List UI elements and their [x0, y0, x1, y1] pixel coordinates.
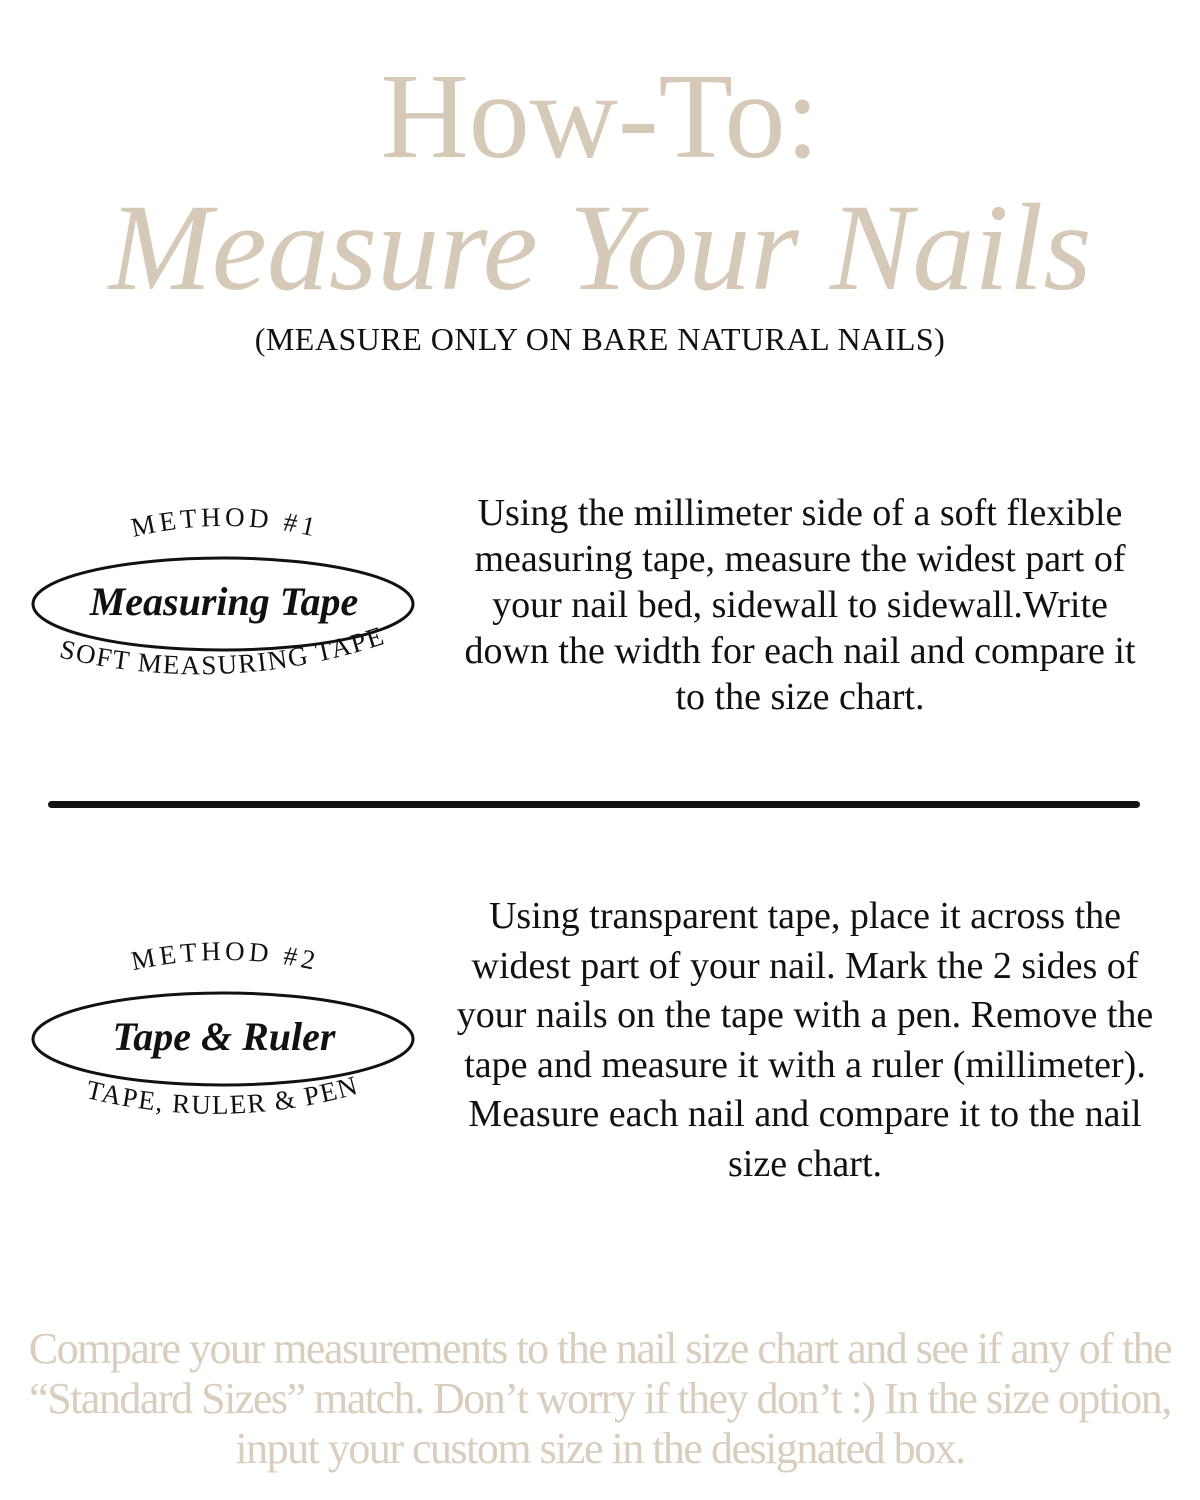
method2-badge [20, 935, 430, 1155]
method1-tool-label: SOFT MEASURING TAPE [57, 620, 389, 681]
page-subtitle: (MEASURE ONLY ON BARE NATURAL NAILS) [254, 321, 946, 357]
method2-tool-label: TAPE, RULER & PEN [83, 1069, 362, 1120]
section-divider [48, 801, 1140, 808]
method2-name: Tape & Ruler [112, 1014, 336, 1059]
method1-number-label: METHOD #1 [128, 501, 322, 543]
method1-description: Using the millimeter side of a soft flexible measuring tape, measure the widest part of your nail bed, sidewall to sidewall.Write down the width for each nail and compare it to the size chart. [464, 492, 1136, 718]
footer-note: Compare your measurements to the nail size chart and see if any of the “Standard Sizes” match. Don’t worry if they don’t :) In the size option, input your custom size in the designated box. [28, 1324, 1172, 1473]
method1-name: Measuring Tape [89, 579, 359, 624]
page-title-line1: How-To: [380, 49, 820, 184]
method2-description: Using transparent tape, place it across the widest part of your nail. Mark the 2 sides of your nails on the tape with a pen. Remove the tape and measure it with a ruler (millimeter). Measure each nail and compare it to the nail size chart. [456, 895, 1154, 1185]
method1-badge [20, 500, 430, 720]
page-title-line2: Measure Your Nails [108, 179, 1092, 316]
method2-number-label: METHOD #2 [128, 935, 322, 977]
